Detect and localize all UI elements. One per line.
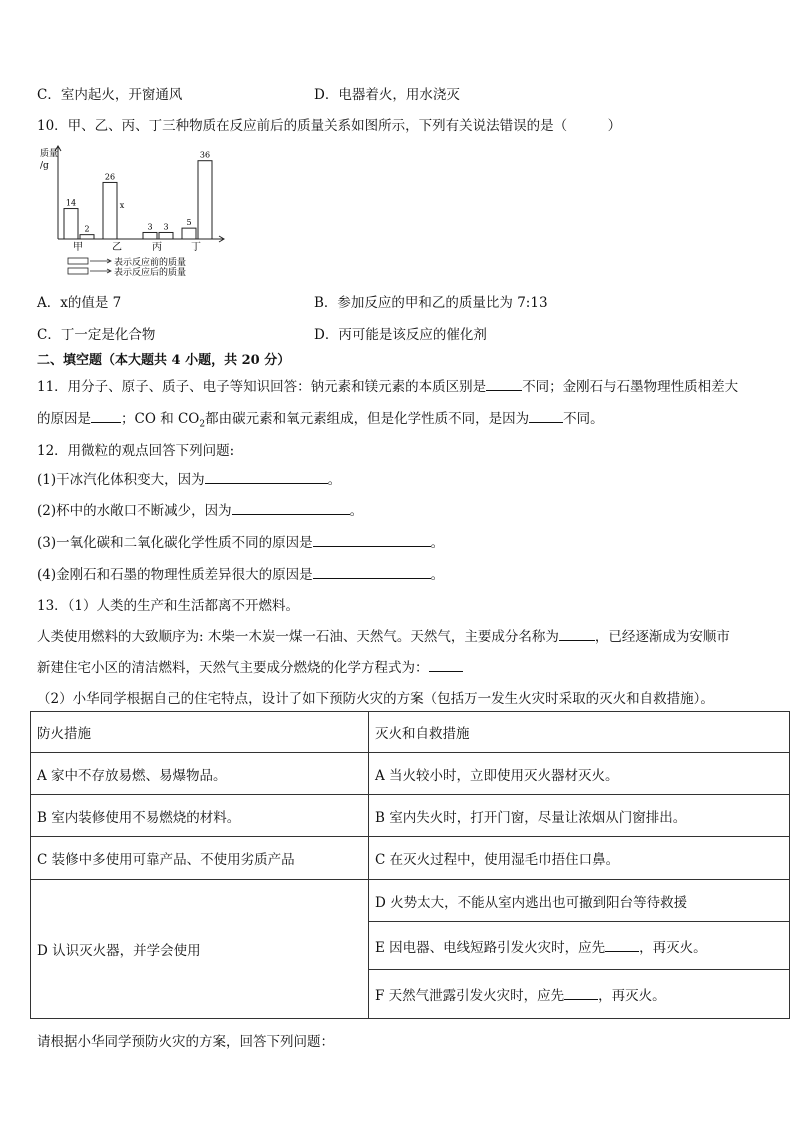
q13-line2 (37, 625, 730, 645)
data-label-before-3: 3 (147, 222, 153, 232)
q10-option-d: D．丙可能是该反应的催化剂 (314, 327, 487, 343)
table-cell-e-text: E 因电器、电线短路引发火灾时，应先 (375, 939, 606, 956)
q13-blank-1 (559, 628, 595, 641)
q12-blank-4 (313, 566, 431, 579)
table-cell: D 认识灭火器，并学会使用 (31, 880, 369, 1019)
table-cell-f-text: F 天然气泄露引发火灾时，应先 (375, 988, 565, 1004)
legend-swatch-1 (68, 258, 88, 264)
q10-option-c: C．丁一定是化合物 (37, 327, 156, 343)
fire-plan-table (30, 711, 790, 1019)
q11-text-2a: 的原因是 (37, 411, 91, 427)
bar-after-1 (80, 235, 94, 239)
table-cell-e-end: ，再灭火。 (639, 939, 707, 956)
table-header-prevention: 防火措施 (31, 712, 369, 753)
x-tick-label-3: 丙 (152, 242, 162, 253)
q9-option-d: D．电器着火，用水浇灭 (314, 87, 460, 103)
table-cell-e (369, 922, 790, 970)
data-label-after-3: 3 (163, 222, 169, 232)
q13-part1: 13．（1）人类的生产和生活都离不开燃料。 (37, 598, 300, 614)
q12-blank-2 (232, 502, 350, 515)
q13-text-2b: ，已经逐渐成为安顺市 (594, 629, 730, 645)
table-row (31, 837, 790, 880)
q9-option-c: C．室内起火，开窗通风 (37, 87, 183, 103)
y-axis-label-line1: 质量 (40, 149, 59, 159)
q13-blank-2 (429, 659, 463, 672)
bar-before-2 (103, 182, 117, 239)
q10-stem: 10．甲、乙、丙、丁三种物质在反应前后的质量关系如图所示，下列有关说法错误的是（ ） (37, 118, 622, 134)
q12-item-3-end: 。 (430, 535, 445, 551)
q11-text-1a: 11．用分子、原子、质子、电子等知识回答：钠元素和镁元素的本质区别是 (37, 379, 487, 395)
q11-blank-1 (486, 378, 522, 391)
q12-item-4-text: (4)金刚石和石墨的物理性质差异很大的原因是 (37, 567, 313, 583)
table-cell: D 火势太大，不能从室内逃出也可撤到阳台等待救援 (369, 880, 790, 922)
q12-item-1-text: (1)干冰汽化体积变大，因为 (37, 472, 205, 488)
table-row (31, 795, 790, 837)
q11-blank-2 (91, 410, 121, 423)
q11-text-2b: ；CO 和 CO (121, 411, 200, 427)
table-blank-f (564, 987, 598, 1000)
legend-label-1: 表示反应前的质量 (114, 258, 187, 268)
q12-item-4-end: 。 (430, 567, 445, 583)
table-cell: B 室内失火时，打开门窗，尽量让浓烟从门窗排出。 (369, 795, 790, 837)
q11-text-2d: 不同。 (563, 411, 604, 427)
q11-line1 (37, 375, 738, 395)
q10-option-b: B．参加反应的甲和乙的质量比为 7:13 (314, 295, 548, 311)
q13-text-2a: 人类使用燃料的大致顺序为: 木柴一木炭一煤一石油、天然气。天然气，主要成分名称为 (37, 629, 559, 645)
bar-after-4 (198, 161, 212, 239)
q13-part2: （2）小华同学根据自己的住宅特点，设计了如下预防火灾的方案（包括万一发生火灾时采取的灭火和自救措施）。 (37, 691, 714, 707)
table-cell: C 在灭火过程中，使用湿毛巾捂住口鼻。 (369, 837, 790, 880)
table-row (31, 712, 790, 753)
section-title: 二、填空题（本大题共 4 小题，共 20 分） (37, 353, 291, 368)
q11-line2 (37, 407, 604, 430)
table-cell: A 当火较小时，立即使用灭火器材灭火。 (369, 753, 790, 795)
x-tick-label-1: 甲 (73, 242, 83, 253)
table-row (31, 880, 790, 922)
q11-co2-subscript: 2 (199, 419, 206, 430)
data-label-before-4: 5 (186, 218, 192, 228)
table-cell-f-end: ，再灭火。 (598, 988, 666, 1004)
q11-text-1b: 不同；金刚石与石墨物理性质相差大 (522, 379, 739, 395)
q12-item-2-text: (2)杯中的水敞口不断减少，因为 (37, 503, 232, 519)
data-label-after-4: 36 (199, 150, 211, 160)
q12-blank-3 (313, 534, 431, 547)
bar-before-3 (143, 232, 157, 239)
q12-item-2-end: 。 (349, 503, 364, 519)
q13-followup: 请根据小华同学预防火灾的方案，回答下列问题： (37, 1034, 334, 1050)
q10-option-a: A．x的值是 7 (37, 295, 122, 311)
q10-bar-chart (36, 140, 236, 282)
x-tick-label-2: 乙 (112, 242, 122, 253)
table-header-rescue: 灭火和自救措施 (369, 712, 790, 753)
q12-item-1 (37, 468, 341, 488)
table-cell: B 室内装修使用不易燃烧的材料。 (31, 795, 369, 837)
q12-item-2 (37, 499, 363, 519)
q13-line3 (37, 656, 463, 676)
x-tick-label-4: 丁 (191, 242, 201, 253)
data-label-after-2: x (119, 200, 125, 210)
q12-stem: 12．用微粒的观点回答下列问题: (37, 443, 235, 459)
legend-label-2: 表示反应后的质量 (114, 268, 187, 278)
table-cell-f (369, 970, 790, 1019)
q11-blank-3 (529, 410, 563, 423)
bar-before-1 (64, 209, 78, 239)
bar-after-3 (159, 232, 173, 239)
legend-swatch-2 (68, 268, 88, 274)
q12-item-3 (37, 531, 444, 551)
data-label-before-2: 26 (104, 172, 116, 182)
table-row (31, 753, 790, 795)
bar-before-4 (182, 228, 196, 239)
y-axis-label-line2: /g (40, 161, 49, 171)
table-cell: C 装修中多使用可靠产品、不使用劣质产品 (31, 837, 369, 880)
data-label-after-1: 2 (84, 224, 90, 234)
data-label-before-1: 14 (65, 198, 77, 208)
q12-item-3-text: (3)一氧化碳和二氧化碳化学性质不同的原因是 (37, 535, 313, 551)
q12-item-1-end: 。 (327, 472, 342, 488)
q11-text-2c: 都由碳元素和氧元素组成，但是化学性质不同，是因为 (205, 411, 530, 427)
q12-blank-1 (205, 471, 328, 484)
table-blank-e (605, 939, 639, 952)
table-cell: A 家中不存放易燃、易爆物品。 (31, 753, 369, 795)
q13-text-3: 新建住宅小区的清洁燃料，天然气主要成分燃烧的化学方程式为： (37, 660, 429, 676)
q12-item-4 (37, 563, 444, 583)
